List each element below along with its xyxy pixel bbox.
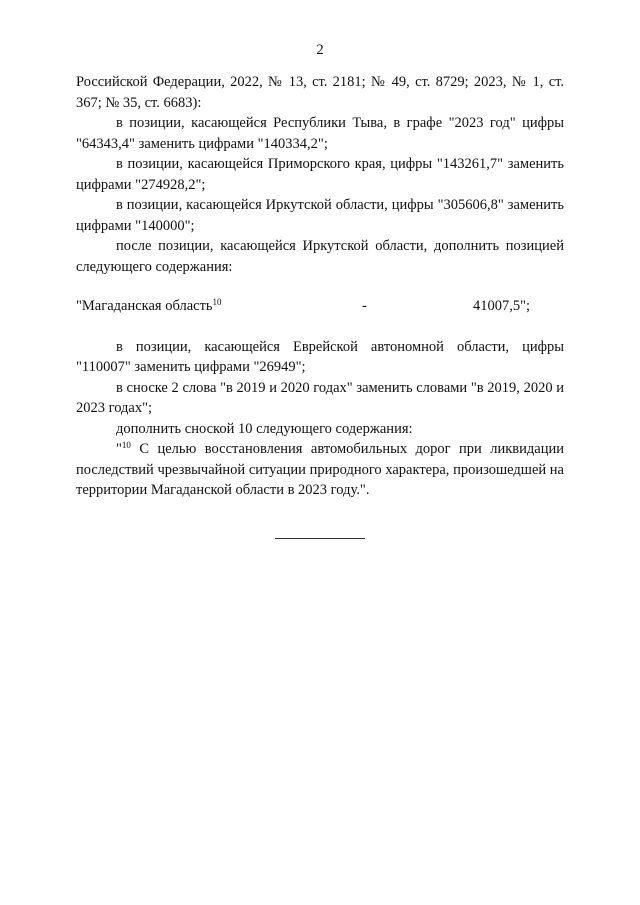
paragraph-footnote2-amendment: в сноске 2 слова "в 2019 и 2020 годах" заменить словами "в 2019, 2020 и 2023 годах"; — [76, 379, 564, 416]
inserted-table-row — [76, 296, 564, 317]
row-value: 41007,5"; — [473, 298, 531, 314]
paragraph-citation-continuation: Российской Федерации, 2022, № 13, ст. 2181; № 49, ст. 8729; 2023, № 1, ст. 367; № 35, ст. 6683): — [76, 74, 564, 111]
paragraph-add-footnote: дополнить сноской 10 следующего содержания: — [116, 420, 413, 437]
page-number: 2 — [316, 42, 324, 58]
footnote-reference: 10 — [212, 297, 222, 307]
footnote-open-quote: " — [116, 441, 122, 457]
paragraph-primorsky-amendment: в позиции, касающейся Приморского края, цифры "143261,7" заменить цифрами "274928,2"; — [76, 156, 564, 193]
document-body — [76, 72, 564, 501]
end-divider-line — [275, 538, 365, 539]
row-region-name — [76, 296, 222, 317]
footnote-mark: 10 — [121, 440, 131, 450]
row-empty-column-dash: - — [362, 298, 367, 314]
paragraph-add-position: после позиции, касающейся Иркутской области, дополнить позицией следующего содержания: — [76, 238, 564, 275]
paragraph-jewish-ao-amendment: в позиции, касающейся Еврейской автономной области, цифры "110007" заменить цифрами "26949"; — [76, 338, 564, 375]
row-region-label: "Магаданская область — [76, 298, 213, 314]
paragraph-tyva-amendment: в позиции, касающейся Республики Тыва, в графе "2023 год" цифры "64343,4" заменить цифрами "140334,2"; — [76, 115, 564, 152]
paragraph-irkutsk-amendment: в позиции, касающейся Иркутской области, цифры "305606,8" заменить цифрами "140000"; — [76, 197, 564, 234]
footnote-10-text — [76, 439, 564, 501]
footnote-body: С целью восстановления автомобильных дорог при ликвидации последствий чрезвычайной ситуации природного характера, произошедшей на территории Магаданской области в 2023 году.". — [76, 441, 564, 498]
